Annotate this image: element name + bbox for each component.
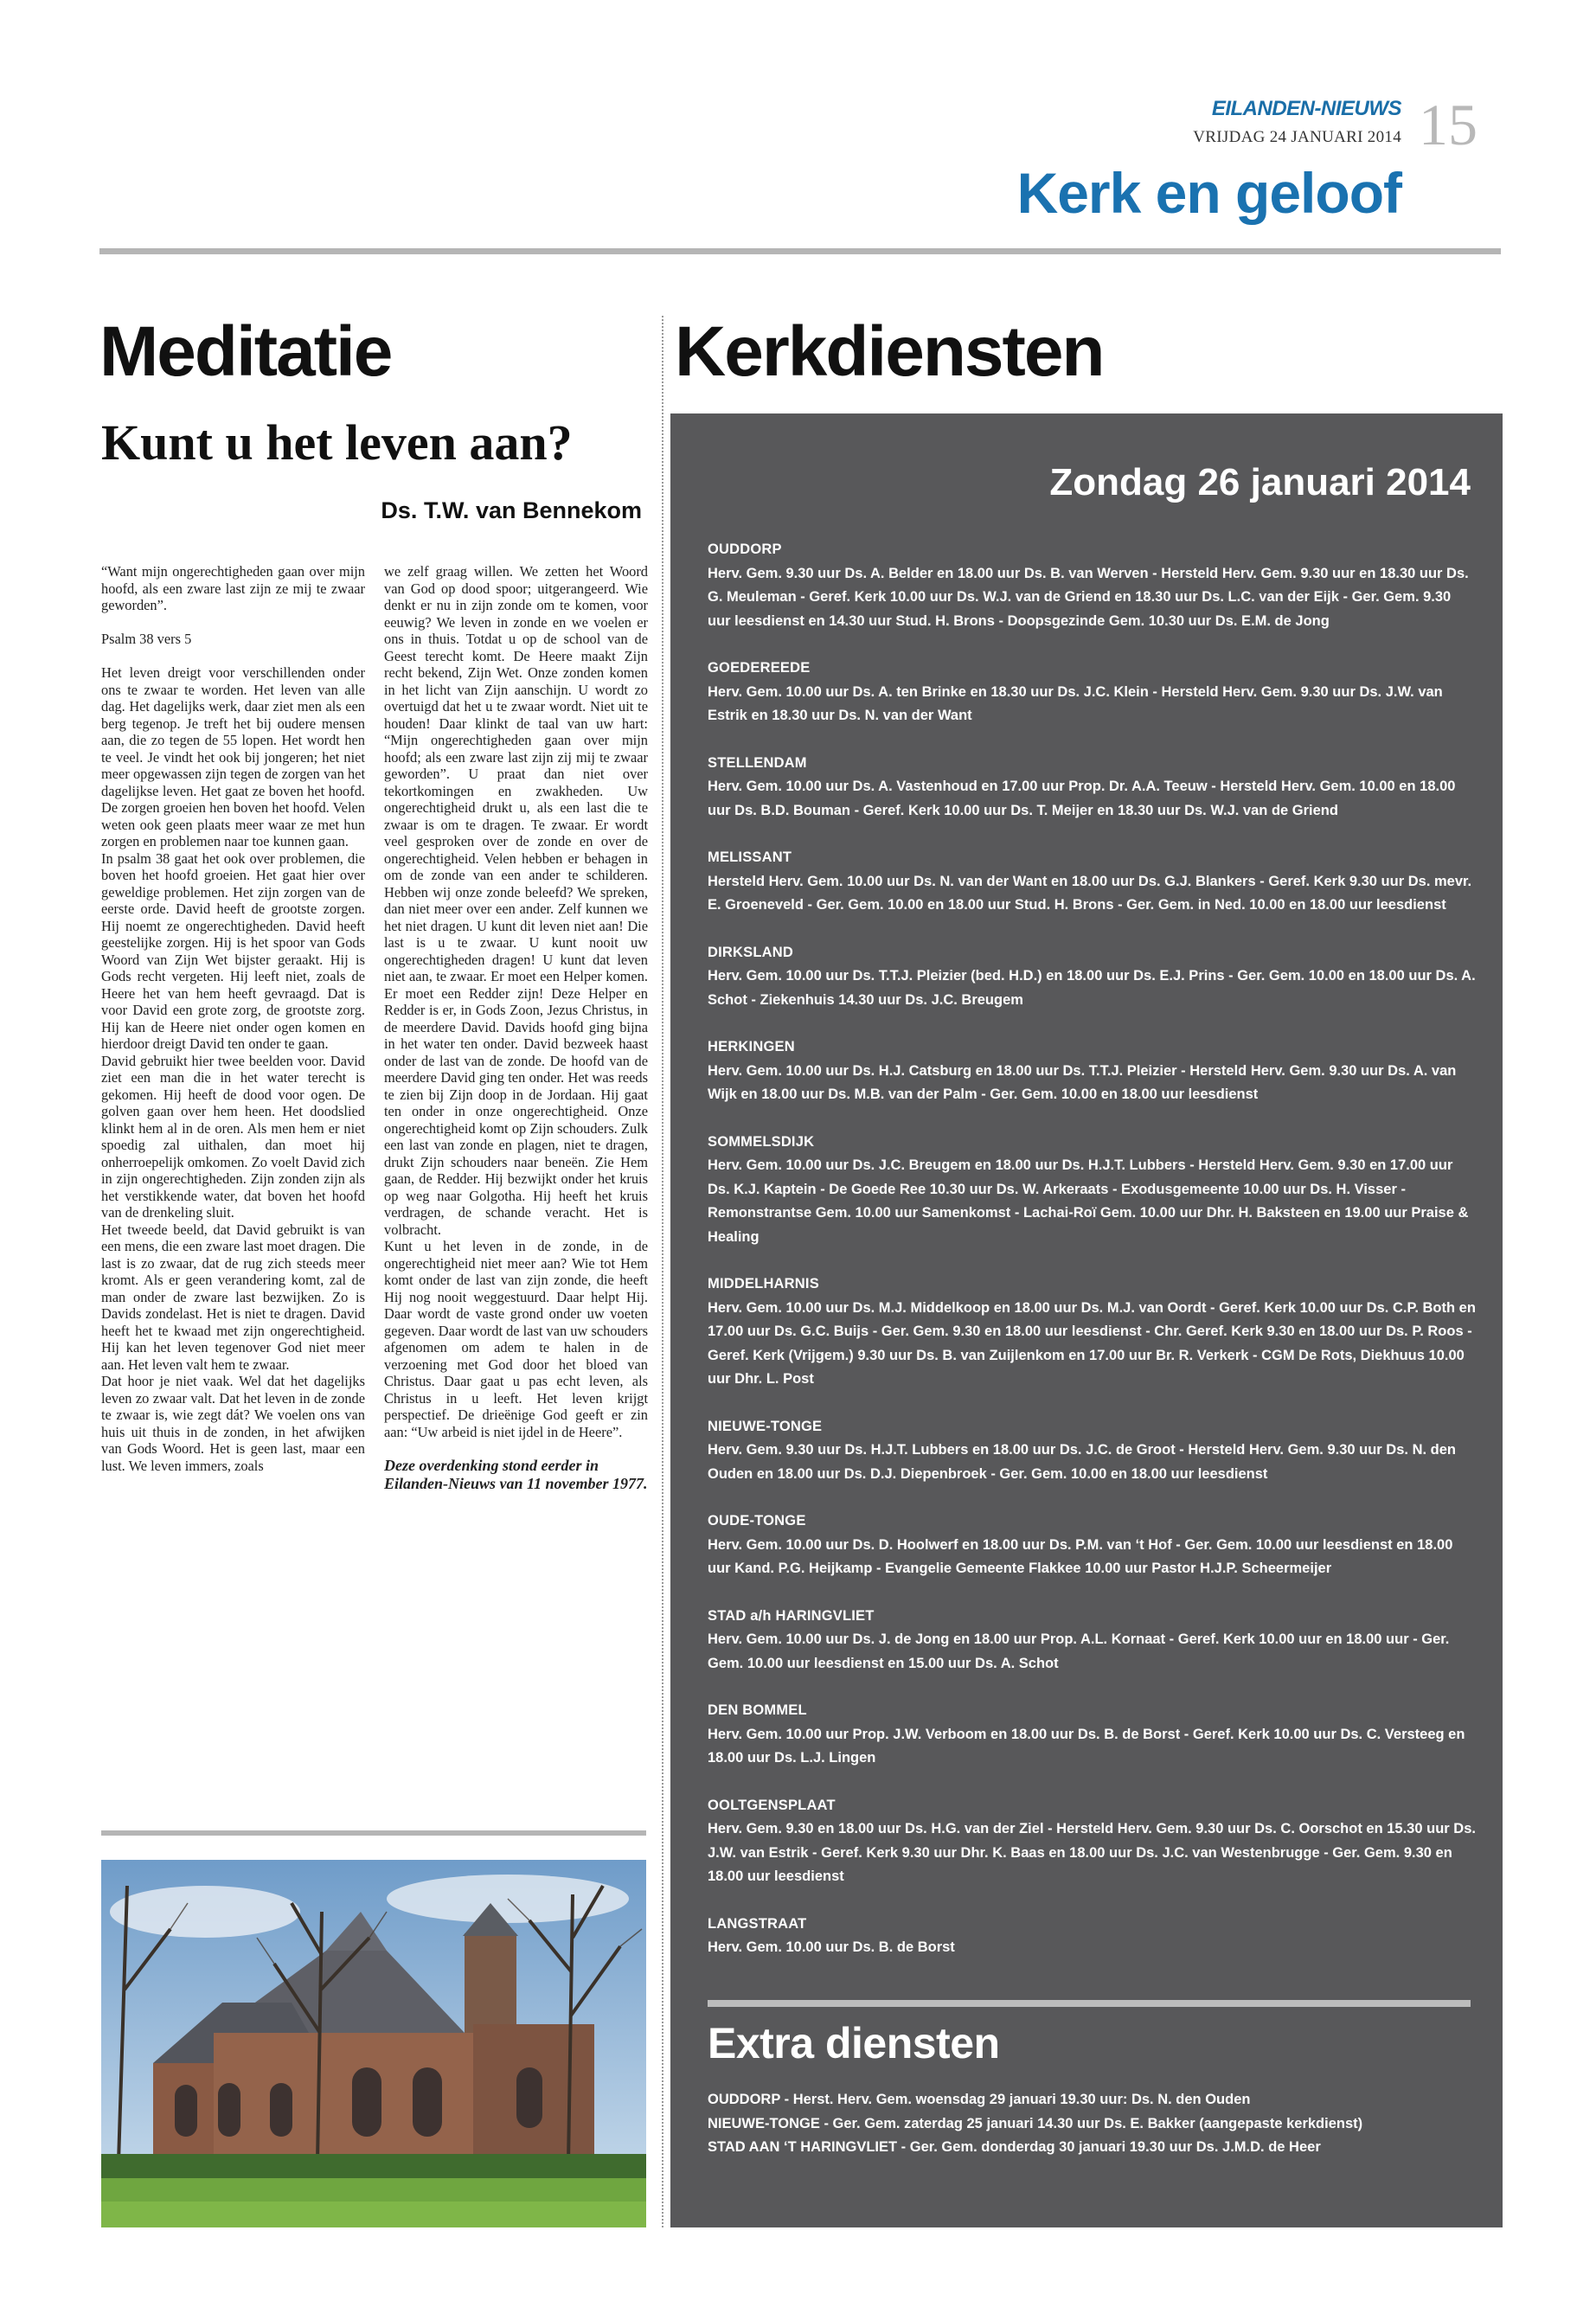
extra-service-line: NIEUWE-TONGE - Ger. Gem. zaterdag 25 januari 14.30 uur Ds. E. Bakker (aangepaste kerkdienst) [708, 2115, 1363, 2131]
service-place: STAD a/h HARINGVLIET [708, 1607, 875, 1624]
service-details: Herv. Gem. 10.00 uur Ds. T.T.J. Pleizier (bed. H.D.) en 18.00 uur Ds. E.J. Prins - Ger. Gem. 10.00 en 18.00 uur Ds. A. Schot - Ziekenhuis 14.30 uur Ds. J.C. Breugem [708, 968, 1476, 1008]
service-place: OOLTGENSPLAAT [708, 1797, 836, 1813]
scripture-reference: Psalm 38 vers 5 [101, 631, 192, 647]
service-details: Herv. Gem. 10.00 uur Ds. A. Vastenhoud en 17.00 uur Prop. Dr. A.A. Teeuw - Hersteld Herv. Gem. 10.00 en 18.00 uur Ds. B.D. Bouman - Geref. Kerk 10.00 uur Ds. T. Meijer en 18.30 uur Ds. W.J. van de Griend [708, 779, 1456, 818]
service-details: Herv. Gem. 10.00 uur Ds. D. Hoolwerf en 18.00 uur Ds. P.M. van ‘t Hof - Ger. Gem. 10.00 uur leesdienst en 18.00 uur Kand. P.G. Heijkamp - Evangelie Gemeente Flakkee 10.00 uur Pastor H.J.P. Scheermeijer [708, 1536, 1453, 1576]
service-details: Herv. Gem. 9.30 uur Ds. H.J.T. Lubbers en 18.00 uur Ds. J.C. de Groot - Hersteld Herv. Gem. 9.30 uur Ds. N. den Ouden en 18.00 uur Ds. D.J. Diepenbroek - Ger. Gem. 10.00 en 18.00 uur leesdienst [708, 1442, 1456, 1482]
service-entry [708, 657, 1477, 728]
service-entry [708, 1605, 1477, 1676]
header-divider [99, 248, 1501, 254]
service-entry [708, 1509, 1477, 1581]
service-place: GOEDEREEDE [708, 660, 811, 676]
service-entry [708, 1131, 1477, 1250]
extra-services-heading: Extra diensten [708, 2019, 1000, 2067]
kerkdiensten-heading: Kerkdiensten [675, 312, 1104, 391]
column-divider [662, 316, 663, 2227]
article-paragraph: we zelf graag willen. We zetten het Woord van God op dood spoor; uitgerangeerd. Wie denkt er nu in zijn zonde om te komen, voor eeuwig? We leven in zonde en we voelen er ons in thuis. Totdat u op de school van de Geest terecht komt. De Heere maakt Zijn recht bekend, Zijn Wet. Onze zonden komen in het licht van Zijn aanschijn. U wordt zo overtuigd dat het u te zwaar wordt. Niet uit te houden! Daar klinkt de taal van uw hart: “Mijn ongerechtigheden gaan over mijn hoofd; als een zware last zijn zij mij te zwaar geworden”. U praat dan niet over tekortkomingen en zwakheden. Uw ongerechtigheid drukt u, als een last die te zwaar is om te dragen. Te zwaar. Er wordt veel gesproken over de zonde en over de ongerechtigheid. Velen hebben er behagen in om de zonde van een ander te schilderen. Hebben wij onze zonde beleefd? We spreken, dan niet meer over een ander. Zelf kunnen we het niet dragen. U kunt dit leven niet aan! Die last is u te zwaar. U kunt nooit uw ongerechtigheden dragen! U kunt dat leven niet aan, te zwaar. Er moet een Helper komen. Er moet een Redder zijn! Deze Helper en Redder is er, in Gods Zoon, Jezus Christus, in de meerdere David. Davids hoofd ging bijna in het water ten onder. David bezweek haast onder de last van de zonde. De hoofd van de meerdere David ging ten onder. Het was reeds te zien bij Zijn doop in de Jordaan. Hij gaat ten onder in onze ongerechtigheid. Onze ongerechtigheid komt op Zijn schouders. Zulk een last van zonde en plagen, niet te dragen, drukt Zijn schouders naar beneën. Zie Hem gaan, de Redder. Hij bezwijkt onder het kruis op weg naar Golgotha. Hij heeft het kruis verdragen, de schande veracht. Het is volbracht. [384, 563, 648, 1238]
article-paragraph: Het leven dreigt voor verschillenden onder ons te zwaar te worden. Het leven van alle dag. Het dagelijks werk, daar ziet men als een berg tegenop. Je treft het bij oudere mensen aan, die zo tegen de 55 lopen. Het wordt hen te veel. Je vindt het ook bij jongeren; het niet meer opgewassen zijn tegen de zorgen van het dagelijkse leven. Het gaat ze boven het hoofd. De zorgen groeien hen boven het hoofd. Velen weten ook geen plaats meer waar ze met hun zorgen en problemen naar toe kunnen gaan. [101, 664, 365, 849]
article-paragraph: Dat hoor je niet vaak. Wel dat het dagelijks leven zo zwaar valt. Dat het leven in de zonde te zwaar is, wie zegt dát? We voelen ons van huis uit thuis in de zonden, in het afwijken van Gods Woord. Het is geen last, maar een lust. We leven immers, zoals [101, 1373, 365, 1474]
service-details: Herv. Gem. 10.00 uur Prop. J.W. Verboom en 18.00 uur Ds. B. de Borst - Geref. Kerk 10.00 uur Ds. C. Versteeg en 18.00 uur Ds. L.J. Lingen [708, 1726, 1465, 1766]
article-paragraph: In psalm 38 gaat het ook over problemen, die boven het hoofd groeien. Het gaat hier over geweldige problemen. Het zijn zorgen van de eerste orde. David heeft de grootste zorgen. Hij noemt ze ongerechtigheden. David heeft geestelijke zorgen. Hij is het spoor van Gods Woord van Zijn Wet bijster geraakt. Hij is Gods recht vergeten. Hij leeft niet, zoals de Heere het van hem heeft gevraagd. Dat is voor David een grote zorg, de grootste zorg. Hij kan de Heere niet onder ogen komen en hierdoor dreigt David ten onder te gaan. [101, 849, 365, 1052]
service-place: STELLENDAM [708, 754, 807, 771]
service-place: SOMMELSDIJK [708, 1133, 815, 1150]
service-details: Herv. Gem. 10.00 uur Ds. A. ten Brinke en 18.30 uur Ds. J.C. Klein - Hersteld Herv. Gem. 9.30 uur Ds. J.W. van Estrik en 18.30 uur Ds. N. van der Want [708, 683, 1443, 723]
service-date-heading: Zondag 26 januari 2014 [1049, 461, 1471, 503]
service-entry [708, 1699, 1477, 1771]
meditatie-column-2 [384, 563, 648, 1493]
service-details: Herv. Gem. 9.30 en 18.00 uur Ds. H.G. van der Ziel - Hersteld Herv. Gem. 9.30 uur Ds. C. Oorschot en 15.30 uur Ds. J.W. van Estrik - Geref. Kerk 9.30 uur Dhr. K. Baas en 18.00 uur Ds. J.C. van Westenbrugge - Ger. Gem. 9.30 en 18.00 uur leesdienst [708, 1821, 1476, 1884]
service-details: Herv. Gem. 10.00 uur Ds. M.J. Middelkoop en 18.00 uur Ds. M.J. van Oordt - Geref. Kerk 10.00 uur Ds. C.P. Both en 17.00 uur Ds. G.C. Buijs - Ger. Gem. 9.30 en 18.00 uur leesdienst - Chr. Geref. Kerk 9.30 en 18.00 uur Ds. P. Roos - Geref. Kerk (Vrijgem.) 9.30 uur Ds. B. van Zuijlenkom en 17.00 uur Br. R. Verkerk - CGM De Rots, Diekhuus 10.00 uur Dhr. L. Post [708, 1299, 1476, 1387]
extra-service-line: OUDDORP - Herst. Herv. Gem. woensdag 29 januari 19.30 uur: Ds. N. den Ouden [708, 2092, 1251, 2107]
extra-divider [708, 2000, 1471, 2007]
section-title: Kerk en geloof [1016, 161, 1401, 225]
service-details: Herv. Gem. 10.00 uur Ds. J. de Jong en 18.00 uur Prop. A.L. Kornaat - Geref. Kerk 10.00 uur en 18.00 uur - Ger. Gem. 10.00 uur leesdienst en 15.00 uur Ds. A. Schot [708, 1631, 1450, 1671]
service-entry [708, 1035, 1477, 1107]
service-place: OUDE-TONGE [708, 1513, 806, 1529]
meditatie-author: Ds. T.W. van Bennekom [381, 497, 642, 523]
service-place: OUDDORP [708, 542, 782, 557]
article-paragraph: David gebruikt hier twee beelden voor. David ziet een man die in het water terecht is gekomen. Hij heeft de dood voor ogen. De golven gaan over hem heen. Het doodslied klinkt hem al in de oren. Als men hem er niet spoedig zal uithalen, dan moet hij onherroepelijk omkomen. Zo voelt David zich in zijn ongerechtigheden. Zijn zonden zijn als het verstikkende water, dat boven het hoofd van de drenkeling sluit. [101, 1052, 365, 1221]
publication-date: VRIJDAG 24 JANUARI 2014 [1193, 128, 1401, 146]
service-entry [708, 1272, 1477, 1392]
quote-paragraph: “Want mijn ongerechtigheden gaan over mijn hoofd, als een zware last zijn ze mij te zwaar geworden”. [101, 563, 365, 613]
service-list [708, 538, 1477, 1984]
service-details: Hersteld Herv. Gem. 10.00 uur Ds. N. van der Want en 18.00 uur Ds. G.J. Blankers - Geref. Kerk 9.30 uur Ds. mevr. E. Groeneveld - Ger. Gem. 10.00 en 18.00 uur Stud. H. Brons - Ger. Gem. in Ned. 10.00 en 18.00 uur leesdienst [708, 873, 1472, 913]
service-place: DEN BOMMEL [708, 1702, 807, 1718]
masthead-logo: EILANDEN-NIEUWS [1211, 97, 1401, 120]
article-paragraph: Het tweede beeld, dat David gebruikt is van een mens, die een zware last moet dragen. Die last is zo zwaar, dat de rug zich steeds meer kromt. Als er geen verandering komt, zal de man onder de zware last bezwijken. Zo is Davids zondelast. Het is niet te dragen. David heeft het te kwaad met zijn ongerechtigheid. Hij kan het leven tegenover God niet meer aan. Het leven valt hem te zwaar. [101, 1221, 365, 1373]
extra-services-list [708, 2088, 1477, 2160]
service-entry [708, 538, 1477, 633]
service-entry [708, 941, 1477, 1013]
service-details: Herv. Gem. 10.00 uur Ds. B. de Borst [708, 1939, 955, 1955]
meditatie-title: Kunt u het leven aan? [101, 414, 573, 471]
service-place: NIEUWE-TONGE [708, 1418, 823, 1434]
service-place: DIRKSLAND [708, 944, 793, 960]
service-place: MIDDELHARNIS [708, 1276, 819, 1292]
extra-service-line: STAD AAN ‘T HARINGVLIET - Ger. Gem. donderdag 30 januari 19.30 uur Ds. J.M.D. de Heer [708, 2139, 1321, 2155]
service-details: Herv. Gem. 9.30 uur Ds. A. Belder en 18.00 uur Ds. B. van Werven - Hersteld Herv. Gem. 9.30 uur en 18.30 uur Ds. G. Meuleman - Geref. Kerk 10.00 uur Ds. W.J. van de Griend en 18.30 uur Ds. L.C. van der Eijk - Ger. Gem. 9.30 uur leesdienst en 14.30 uur Stud. H. Brons - Doopsgezinde Gem. 10.30 uur Ds. E.M. de Jong [708, 565, 1469, 629]
service-entry [708, 1415, 1477, 1487]
service-entry [708, 846, 1477, 918]
service-place: LANGSTRAAT [708, 1915, 807, 1932]
article-paragraph: Kunt u het leven in de zonde, in de ongerechtigheid niet meer aan? Wie tot Hem komt onder de last van zijn zonde, die heeft Hij nog nooit weggestuurd. Daar helpt Hij. Daar wordt de vaste grond onder uw voeten gegeven. Daar wordt de last van uw schouders afgenomen om adem te halen in de verzoening met God door het bloed van Christus. Daar gaat u pas echt leven, als Christus in u leeft. Het leven krijgt perspectief. De drieënige God geeft er zin aan: “Uw arbeid is niet ijdel in de Heere”. [384, 1238, 648, 1440]
service-details: Herv. Gem. 10.00 uur Ds. J.C. Breugem en 18.00 uur Ds. H.J.T. Lubbers - Hersteld Herv. Gem. 9.30 en 17.00 uur Ds. K.J. Kaptein - De Goede Ree 10.30 uur Ds. W. Arkeraats - Exodusgemeente 10.00 uur Ds. H. Visser - Remonstrantse Gem. 10.00 uur Samenkomst - Lachai-Roï Gem. 10.00 uur Dhr. H. Baksteen en 19.00 uur Praise & Healing [708, 1157, 1469, 1245]
service-entry [708, 1913, 1477, 1960]
service-place: HERKINGEN [708, 1039, 795, 1054]
service-place: MELISSANT [708, 849, 792, 865]
page-number: 15 [1419, 92, 1477, 157]
service-entry [708, 752, 1477, 824]
meditatie-footnote: Deze overdenking stond eerder in Eilanden-Nieuws van 11 november 1977. [384, 1457, 648, 1492]
service-entry [708, 1794, 1477, 1889]
meditatie-heading: Meditatie [99, 312, 392, 391]
meditatie-column-1 [101, 563, 365, 1474]
photo-divider [101, 1830, 646, 1836]
service-details: Herv. Gem. 10.00 uur Ds. H.J. Catsburg en 18.00 uur Ds. T.T.J. Pleizier - Hersteld Herv. Gem. 9.30 uur Ds. A. van Wijk en 18.00 uur Ds. M.B. van der Palm - Ger. Gem. 10.00 en 18.00 uur leesdienst [708, 1062, 1457, 1102]
church-photo [101, 1860, 646, 2227]
